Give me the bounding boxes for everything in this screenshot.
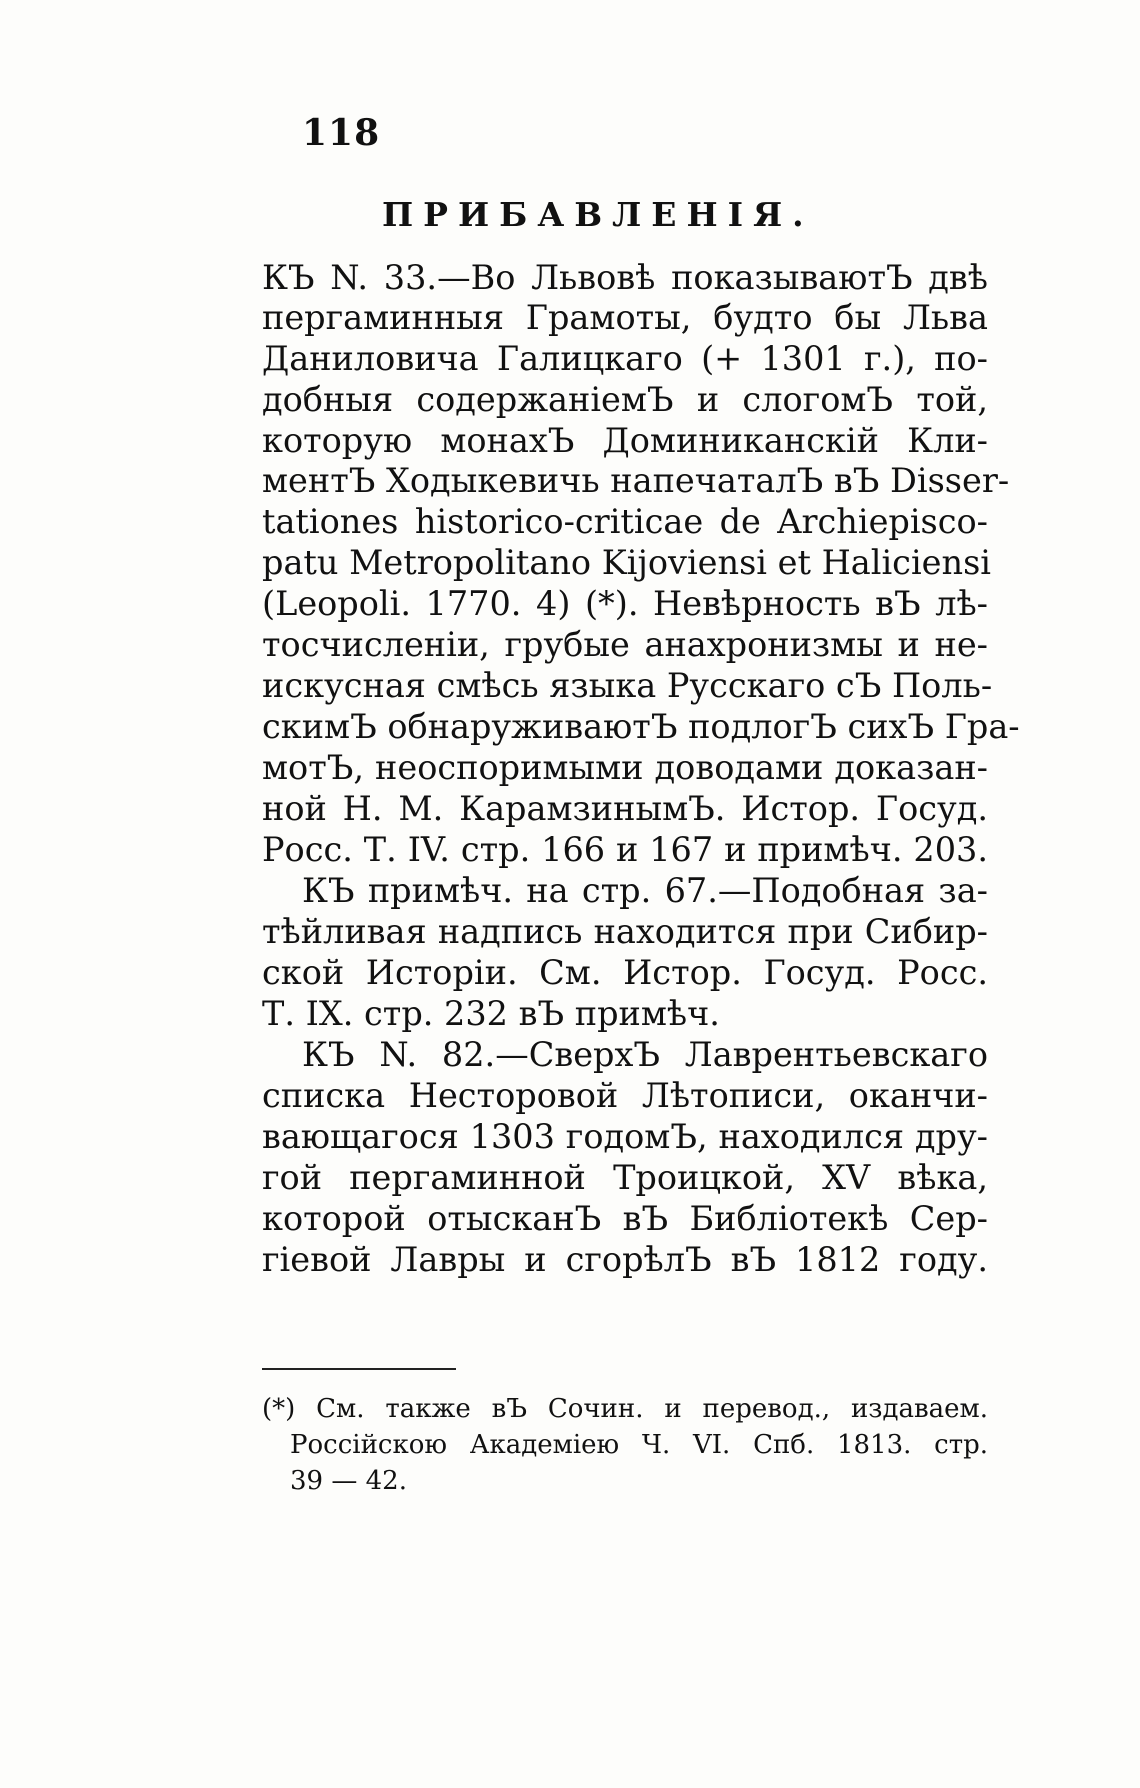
footnote-divider: [262, 1368, 456, 1370]
body-line: Даниловича Галицкаго (+ 1301 г.), по-: [262, 339, 988, 378]
body-line: которой отысканЪ вЪ Библіотекѣ Сер-: [262, 1199, 988, 1238]
page-number: 118: [302, 112, 381, 154]
body-line: Росс. Т. IV. стр. 166 и 167 и примѣч. 203.: [262, 830, 988, 869]
body-line: tationes historico-criticae de Archiepisco-: [262, 502, 988, 541]
body-line: гой пергаминной Троицкой, XV вѣка,: [262, 1158, 988, 1197]
body-line: КЪ N. 33.—Во Львовѣ показываютЪ двѣ: [262, 258, 988, 297]
body-line: гіевой Лавры и сгорѣлЪ вЪ 1812 году.: [262, 1240, 988, 1279]
footnote-line: (*) См. также вЪ Сочин. и перевод., издаваем.: [262, 1394, 988, 1424]
body-line: ной Н. М. КарамзинымЪ. Истор. Госуд.: [262, 789, 988, 828]
body-line: (Leopoli. 1770. 4) (*). Невѣрность вЪ лѣ-: [262, 584, 988, 623]
body-line: списка Несторовой Лѣтописи, оканчи-: [262, 1076, 988, 1115]
body-line: которую монахЪ Доминиканскій Кли-: [262, 421, 988, 460]
body-line: тѣйливая надпись находится при Сибир-: [262, 912, 988, 951]
body-line: КЪ N. 82.—СверхЪ Лаврентьевскаго: [302, 1035, 988, 1074]
body-line: тосчисленіи, грубые анахронизмы и не-: [262, 625, 988, 664]
section-heading: ПРИБАВЛЕНІЯ.: [382, 195, 814, 234]
body-line: ментЪ Ходыкевичь напечаталЪ вЪ Disser-: [262, 461, 1010, 500]
body-line: пергаминныя Грамоты, будто бы Льва: [262, 298, 988, 337]
body-line: скимЪ обнаруживаютЪ подлогЪ сихЪ Гра-: [262, 707, 1020, 746]
body-line: КЪ примѣч. на стр. 67.—Подобная за-: [302, 871, 988, 910]
body-line: Т. IX. стр. 232 вЪ примѣч.: [262, 994, 720, 1033]
footnote-line: 39 — 42.: [290, 1466, 407, 1496]
body-line: patu Metropolitano Kijoviensi et Haliciensi: [262, 543, 991, 582]
footnote-line: Россійскою Академіею Ч. VI. Спб. 1813. стр.: [290, 1430, 988, 1460]
body-line: искусная смѣсь языка Русскаго сЪ Поль-: [262, 666, 993, 705]
body-line: ской Исторіи. См. Истор. Госуд. Росс.: [262, 953, 988, 992]
body-line: вающагося 1303 годомЪ, находился дру-: [262, 1117, 988, 1156]
body-line: добныя содержаніемЪ и слогомЪ той,: [262, 380, 988, 419]
body-line: мотЪ, неоспоримыми доводами доказан-: [262, 748, 988, 787]
